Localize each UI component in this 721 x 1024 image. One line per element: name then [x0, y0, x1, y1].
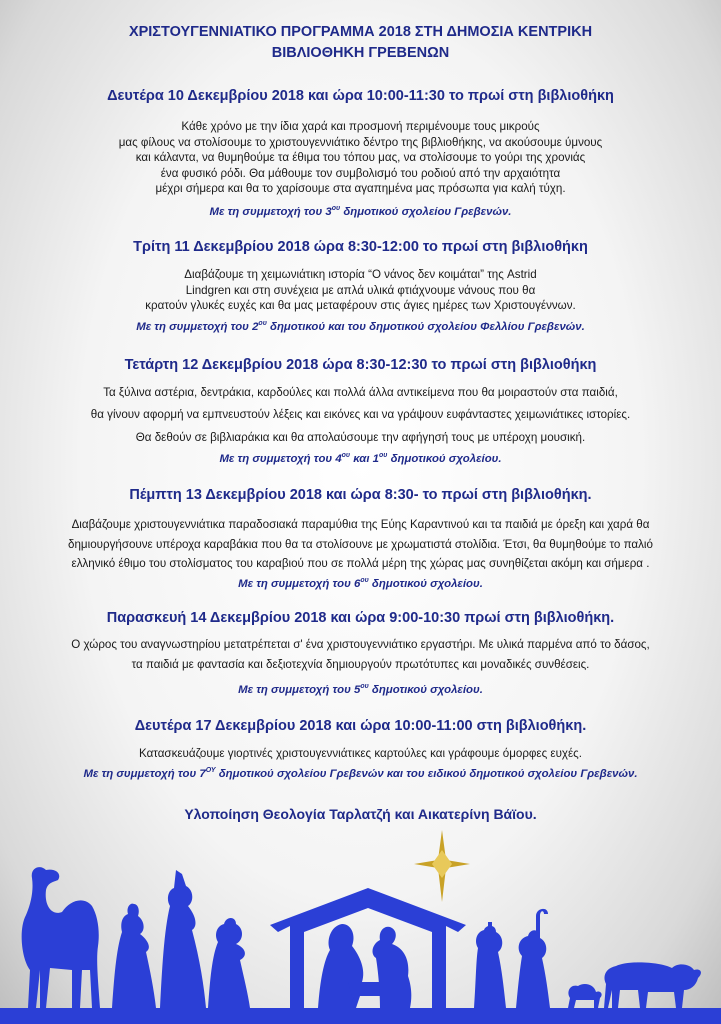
- event-2-line: Lindgren και στη συνέχεια με απλά υλικά φτιάχνουμε νάνους που θα: [185, 283, 536, 297]
- page-title-line-1: ΧΡΙΣΤΟΥΓΕΝΝΙΑΤΙΚΟ ΠΡΟΓΡΑΜΜΑ 2018 ΣΤΗ ΔΗΜΟΣΙΑ ΚΕΝΤΡΙΚΗ: [128, 24, 593, 40]
- event-3-participants: Με τη συμμετοχή του $4^{o\upsilon}$ και $1^{o\upsilon}$ δημοτικού σχολείου.: [219, 452, 502, 465]
- shepherd-2-silhouette: [516, 930, 550, 1008]
- event-1-line: και κάλαντα, να θυμηθούμε τα έθιμα του τόπου μας, να στολίσουμε το γούρι της χρονιάς: [135, 151, 586, 165]
- ground-strip: [0, 1008, 721, 1024]
- wise-man-2-silhouette: [160, 870, 206, 1008]
- event-3-description: [20, 385, 701, 446]
- camel-silhouette: [22, 867, 100, 1008]
- event-1-line: Κάθε χρόνο με την ίδια χαρά και προσμονή περιμένουμε τους μικρούς: [181, 120, 540, 133]
- event-4-description: [20, 517, 701, 572]
- shepherd-1-staff: [488, 922, 492, 1008]
- nativity-scene-illustration: [0, 820, 721, 1024]
- star-icon: [414, 830, 470, 902]
- event-6-line: Κατασκευάζουμε γιορτινές χριστουγεννιάτικες καρτούλες και γράφουμε όμορφες ευχές.: [139, 747, 582, 760]
- event-2-line: Διαβάζουμε τη χειμωνιάτικη ιστορία “Ο νάνος δεν κοιμάται” της Astrid: [184, 268, 537, 281]
- event-5-description: [20, 637, 701, 672]
- ox-silhouette: [604, 962, 701, 1008]
- event-2-line: κρατούν γλυκές ευχές και θα μας μεταφέρουν στις άγιες ημέρες των Χριστουγέννων.: [145, 299, 576, 313]
- wise-man-3-silhouette: [208, 918, 250, 1008]
- event-2-heading: Τρίτη 11 Δεκεμβρίου 2018 ώρα 8:30-12:00 το πρωί στη βιβλιοθήκη: [133, 239, 588, 255]
- page-title: [0, 22, 721, 64]
- event-1-line: ένα φυσικό ρόδι. Θα μάθουμε τον συμβολισμό του ροδιού από την αρχαιότητα: [160, 166, 561, 180]
- event-4-participants: Με τη συμμετοχή του $6^{o\upsilon}$ δημοτικού σχολείου.: [238, 577, 483, 590]
- event-1-line: μας φίλους να στολίσουμε το χριστουγεννιάτικο δέντρο της βιβλιοθήκης, να ακούσουμε ύμνους: [118, 135, 603, 149]
- event-3-line: Θα δεθούν σε βιβλιαράκια και θα απολαύσουμε την αφήγησή τους με υπέροχη μουσική.: [135, 431, 586, 445]
- event-3-line: Τα ξύλινα αστέρια, δεντράκια, καρδούλες και πολλά άλλα αντικείμενα που θα μοιραστούν στα παιδιά,: [103, 386, 618, 399]
- event-6-participants: Με τη συμμετοχή του $7^{O\Upsilon}$ δημοτικού σχολείου Γρεβενών και του ειδικού δημοτικού σχολείου Γρεβενών.: [83, 767, 638, 780]
- page-title-line-2: ΒΙΒΛΙΟΘΗΚΗ ΓΡΕΒΕΝΩΝ: [271, 45, 450, 61]
- event-4-line: Διαβάζουμε χριστουγεννιάτικα παραδοσιακά παραμύθια της Εύης Καραντινού και τα παιδιά με όρεξη και χαρά θα: [71, 518, 650, 531]
- event-1-heading: Δευτέρα 10 Δεκεμβρίου 2018 και ώρα 10:00-11:30 το πρωί στη βιβλιοθήκη: [107, 88, 614, 104]
- event-6-heading: Δευτέρα 17 Δεκεμβρίου 2018 και ώρα 10:00-11:00 στη βιβλιοθήκη.: [134, 718, 587, 734]
- event-5-line: τα παιδιά με φαντασία και δεξιοτεχνία δημιουργούν πρωτότυπες και μοναδικές συνθέσεις.: [131, 657, 590, 671]
- event-5-line: Ο χώρος του αναγνωστηρίου μετατρέπεται σ' ένα χριστουγεννιάτικο εργαστήρι. Με υλικά παρμένα από το δάσος,: [71, 638, 650, 651]
- event-2-description: [20, 267, 701, 314]
- event-5-heading: Παρασκευή 14 Δεκεμβρίου 2018 και ώρα 9:00-10:30 πρωί στη βιβλιοθήκη.: [106, 610, 615, 626]
- event-3-heading: Τετάρτη 12 Δεκεμβρίου 2018 ώρα 8:30-12:30 το πρωί στη βιβλιοθήκη: [124, 357, 597, 373]
- sheep-silhouette: [568, 984, 602, 1008]
- event-1-participants: Με τη συμμετοχή του $3^{o\upsilon}$ δημοτικού σχολείου Γρεβενών.: [209, 205, 512, 218]
- event-4-heading: Πέμπτη 13 Δεκεμβρίου 2018 και ώρα 8:30- το πρωί στη βιβλιοθήκη.: [129, 487, 592, 503]
- event-1-line: μέχρι σήμερα και θα το χαρίσουμε στα αγαπημένα μας πρόσωπα για καλή τύχη.: [155, 182, 566, 196]
- event-2-participants: Με τη συμμετοχή του $2^{o\upsilon}$ δημοτικού και του δημοτικού σχολείου Φελλίου Γρεβενών.: [136, 320, 585, 333]
- organizers-signature: Υλοποίηση Θεολογία Ταρλατζή και Αικατερίνη Βάϊου.: [184, 806, 537, 822]
- event-5-participants: Με τη συμμετοχή του $5^{o\upsilon}$ δημοτικού σχολείου.: [238, 683, 483, 696]
- event-1-description: [20, 119, 701, 197]
- event-3-line: θα γίνουν αφορμή να εμπνευστούν λέξεις και εικόνες και να γράψουν ευφάνταστες χειμωνιάτικες ιστορίες.: [90, 407, 631, 421]
- wise-man-1-silhouette: [112, 904, 156, 1008]
- event-6-description: [20, 746, 701, 762]
- event-4-line: ελληνικό έθιμο του στολίσματος του καραβιού που σε πολλά μέρη της χώρας μας συνηθίζεται ακόμη και σήμερα .: [71, 557, 650, 571]
- event-4-line: δημιουργήσουνε υπέροχα καραβάκια που θα τα στολίσουνε με χρωματιστά στολίδια. Έτσι, θα θυμηθούμε το παλιό: [68, 537, 653, 551]
